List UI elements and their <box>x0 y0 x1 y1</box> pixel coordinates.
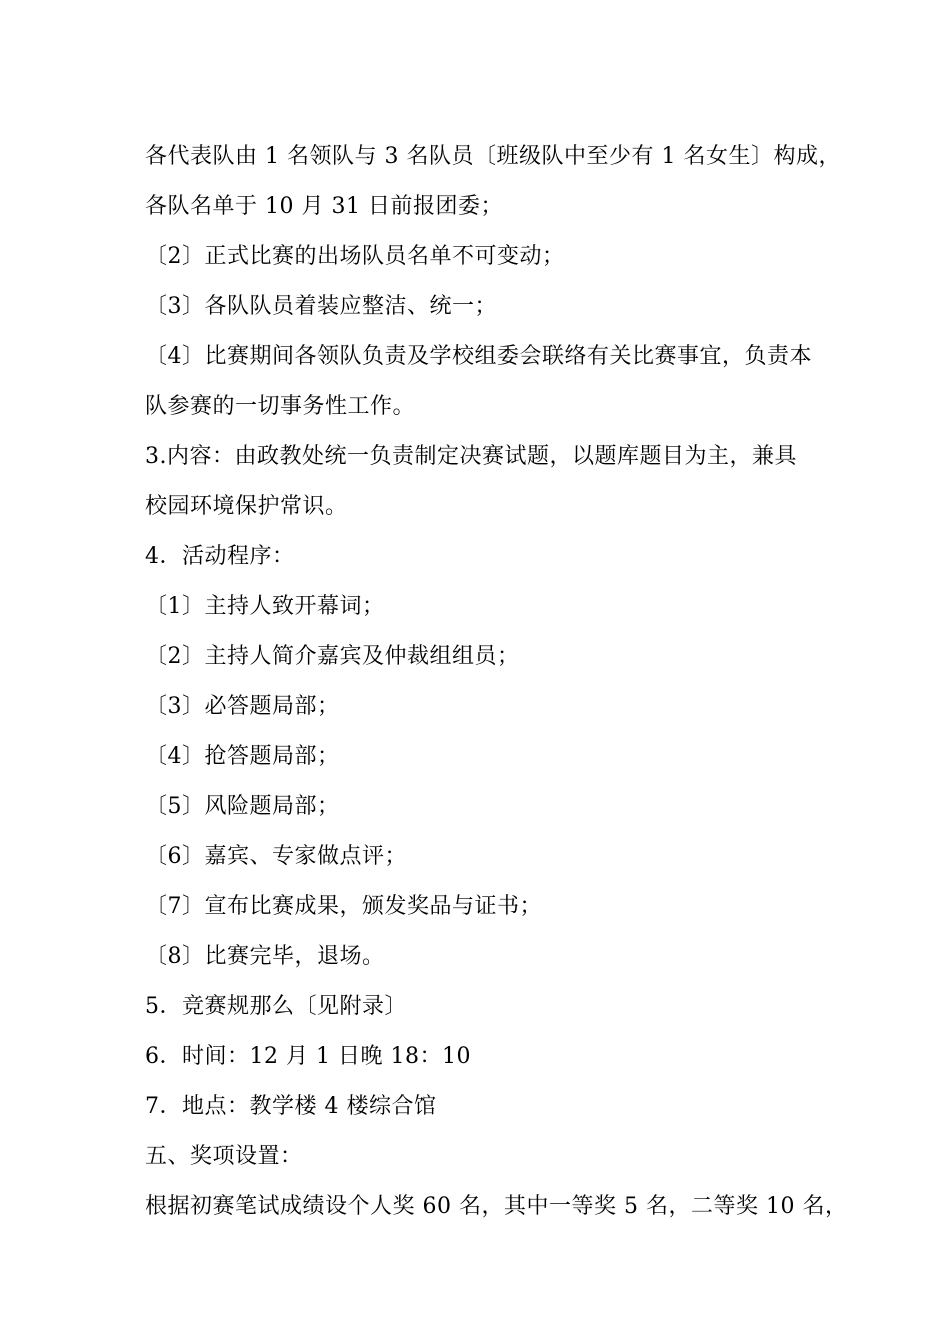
section-heading-time: 6．时间：12 月 1 日晚 18：10 <box>145 1044 471 1069</box>
text-line-awards: 根据初赛笔试成绩设个人奖 60 名，其中一等奖 5 名，二等奖 10 名， <box>145 1194 848 1219</box>
section-heading-rules: 5．竞赛规那么〔见附录〕 <box>145 994 407 1019</box>
text-line-content: 3.内容：由政教处统一负责制定决赛试题，以题库题目为主，兼具 <box>145 444 797 469</box>
text-line-rule-3: 〔3〕各队队员着装应整洁、统一； <box>145 294 497 319</box>
text-line-roster-deadline: 各队名单于 10 月 31 日前报团委； <box>145 194 503 219</box>
document-body <box>145 132 848 1232</box>
procedure-step-2: 〔2〕主持人简介嘉宾及仲裁组组员； <box>145 644 520 669</box>
procedure-step-8: 〔8〕比赛完毕，退场。 <box>145 944 385 969</box>
section-heading-awards: 五、奖项设置： <box>145 1144 303 1169</box>
text-line-rule-4: 〔4〕比赛期间各领队负责及学校组委会联络有关比赛事宜，负责本 <box>145 344 812 369</box>
procedure-step-3: 〔3〕必答题局部； <box>145 694 340 719</box>
procedure-step-6: 〔6〕嘉宾、专家做点评； <box>145 844 407 869</box>
section-heading-location: 7．地点：教学楼 4 楼综合馆 <box>145 1094 437 1119</box>
text-line-content-cont: 校园环境保护常识。 <box>145 494 348 519</box>
procedure-step-1: 〔1〕主持人致开幕词； <box>145 594 385 619</box>
procedure-step-5: 〔5〕风险题局部； <box>145 794 340 819</box>
section-heading-procedure: 4．活动程序： <box>145 544 295 569</box>
text-line-rule-2: 〔2〕正式比赛的出场队员名单不可变动； <box>145 244 565 269</box>
text-line-rule-4-cont: 队参赛的一切事务性工作。 <box>145 394 416 419</box>
text-line-team-composition: 各代表队由 1 名领队与 3 名队员〔班级队中至少有 1 名女生〕构成， <box>145 144 841 169</box>
procedure-step-4: 〔4〕抢答题局部； <box>145 744 340 769</box>
procedure-step-7: 〔7〕宣布比赛成果，颁发奖品与证书； <box>145 894 542 919</box>
